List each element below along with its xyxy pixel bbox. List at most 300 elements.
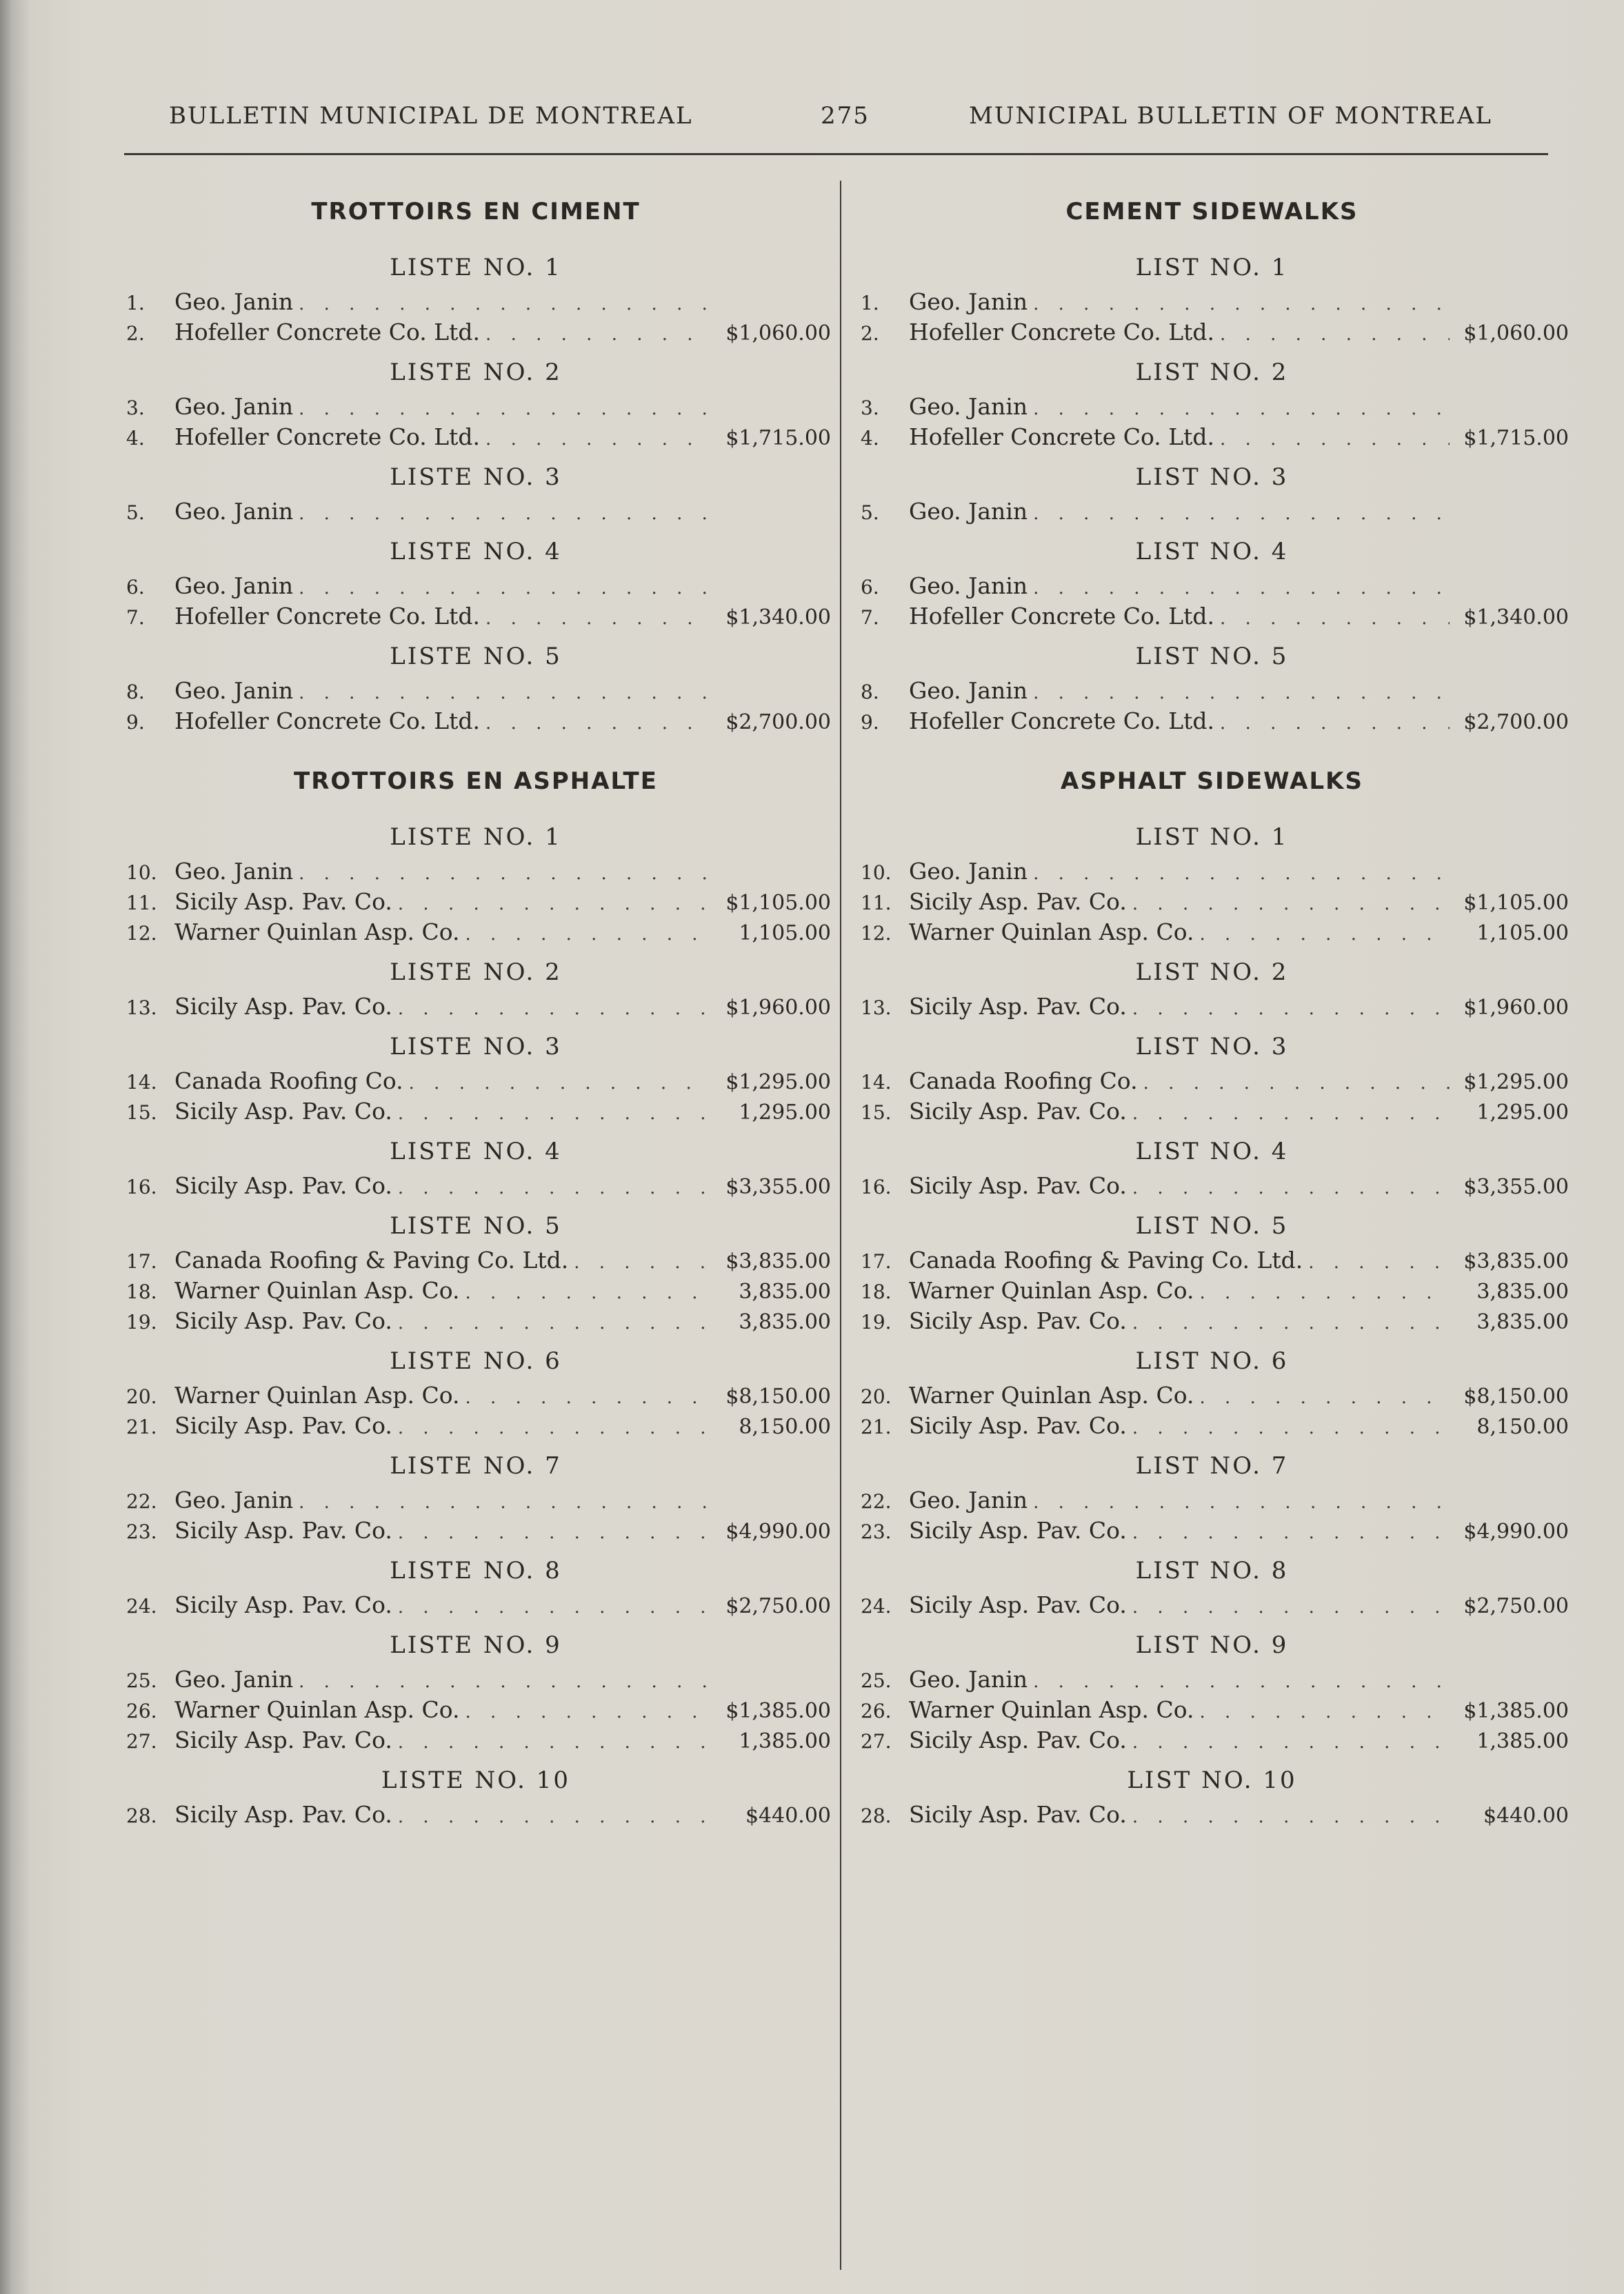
bidder-name: Geo. Janin bbox=[174, 858, 294, 885]
bidder-name: Sicily Asp. Pav. Co. bbox=[174, 1801, 392, 1828]
tender-row bbox=[121, 1485, 831, 1516]
leader-dots bbox=[1200, 1697, 1450, 1727]
leader-dots bbox=[485, 708, 712, 738]
list-title: LISTE NO. 4 bbox=[390, 1138, 562, 1165]
bid-amount: $1,340.00 bbox=[1463, 605, 1569, 630]
leader-dots bbox=[465, 1382, 712, 1413]
tender-row bbox=[855, 856, 1569, 887]
list-title: LISTE NO. 2 bbox=[390, 958, 562, 986]
leader-dots bbox=[1033, 678, 1450, 708]
tender-row bbox=[121, 887, 831, 917]
leader-dots bbox=[398, 1308, 712, 1338]
bidder-name: Warner Quinlan Asp. Co. bbox=[909, 1696, 1194, 1723]
bid-amount: 3,835.00 bbox=[739, 1310, 831, 1334]
list-title: LIST NO. 5 bbox=[1135, 643, 1289, 670]
tender-row bbox=[121, 1725, 831, 1755]
bidder-name: Sicily Asp. Pav. Co. bbox=[174, 888, 392, 915]
list-title: LIST NO. 7 bbox=[1135, 1452, 1289, 1480]
bidder-name: Geo. Janin bbox=[174, 288, 294, 315]
tender-row bbox=[855, 496, 1569, 527]
tender-row bbox=[121, 1245, 831, 1276]
entry-number: 21. bbox=[126, 1416, 157, 1438]
tender-row bbox=[121, 1096, 831, 1127]
list-title: LISTE NO. 3 bbox=[390, 1033, 562, 1060]
cement-lists bbox=[121, 243, 831, 736]
entry-number: 8. bbox=[861, 681, 879, 703]
entry-number: 26. bbox=[861, 1700, 892, 1722]
tender-row bbox=[121, 1171, 831, 1201]
tender-row bbox=[121, 287, 831, 317]
entry-number: 17. bbox=[126, 1250, 157, 1273]
entry-number: 18. bbox=[126, 1280, 157, 1303]
entry-number: 28. bbox=[126, 1804, 157, 1827]
bidder-name: Sicily Asp. Pav. Co. bbox=[174, 1727, 392, 1753]
entry-number: 12. bbox=[126, 922, 157, 945]
bid-amount: $3,355.00 bbox=[1463, 1175, 1569, 1199]
leader-dots bbox=[1143, 1068, 1450, 1098]
leader-dots bbox=[398, 994, 712, 1024]
entry-number: 4. bbox=[126, 427, 145, 450]
tender-row bbox=[121, 601, 831, 632]
entry-number: 11. bbox=[861, 892, 892, 914]
bidder-name: Geo. Janin bbox=[909, 858, 1028, 885]
bidder-name: Geo. Janin bbox=[174, 1487, 294, 1513]
entry-number: 15. bbox=[126, 1101, 157, 1124]
bid-amount: $1,340.00 bbox=[725, 605, 831, 630]
bid-amount: $8,150.00 bbox=[1463, 1385, 1569, 1409]
entry-number: 3. bbox=[861, 396, 879, 419]
bidder-name: Sicily Asp. Pav. Co. bbox=[174, 1412, 392, 1439]
entry-number: 14. bbox=[126, 1071, 157, 1094]
entry-number: 10. bbox=[861, 861, 892, 884]
french-column bbox=[121, 181, 831, 1830]
bidder-name: Hofeller Concrete Co. Ltd. bbox=[909, 319, 1215, 345]
bidder-name: Geo. Janin bbox=[174, 1666, 294, 1693]
leader-dots bbox=[398, 1173, 712, 1203]
entry-number: 16. bbox=[861, 1176, 892, 1198]
leader-dots bbox=[1200, 1382, 1450, 1413]
bidder-name: Hofeller Concrete Co. Ltd. bbox=[909, 423, 1215, 450]
bid-amount: 1,385.00 bbox=[1476, 1729, 1569, 1753]
entry-number: 28. bbox=[861, 1804, 892, 1827]
entry-number: 17. bbox=[861, 1250, 892, 1273]
tender-row bbox=[121, 1590, 831, 1620]
bid-amount: $1,715.00 bbox=[1463, 426, 1569, 450]
bidder-name: Geo. Janin bbox=[909, 288, 1028, 315]
entry-number: 12. bbox=[861, 922, 892, 945]
list-title: LISTE NO. 3 bbox=[390, 463, 562, 491]
tender-row bbox=[121, 1800, 831, 1830]
entry-number: 26. bbox=[126, 1700, 157, 1722]
leader-dots bbox=[485, 603, 712, 634]
leader-dots bbox=[299, 289, 712, 319]
bid-amount: $440.00 bbox=[1483, 1804, 1569, 1828]
tender-row bbox=[121, 1411, 831, 1441]
bid-amount: $2,750.00 bbox=[725, 1594, 831, 1618]
bid-amount: $1,960.00 bbox=[725, 996, 831, 1020]
entry-number: 14. bbox=[861, 1071, 892, 1094]
leader-dots bbox=[398, 1727, 712, 1758]
bid-amount: $3,835.00 bbox=[1463, 1249, 1569, 1274]
tender-row bbox=[121, 1306, 831, 1336]
leader-dots bbox=[409, 1068, 712, 1098]
entry-number: 22. bbox=[861, 1490, 892, 1513]
list-title: LISTE NO. 1 bbox=[390, 823, 562, 851]
leader-dots bbox=[1220, 603, 1450, 634]
bidder-name: Geo. Janin bbox=[909, 1666, 1028, 1693]
tender-row bbox=[121, 706, 831, 736]
tender-row bbox=[121, 1516, 831, 1546]
entry-number: 25. bbox=[126, 1669, 157, 1692]
bidder-name: Warner Quinlan Asp. Co. bbox=[174, 918, 460, 945]
leader-dots bbox=[1033, 289, 1450, 319]
entry-number: 5. bbox=[861, 501, 879, 524]
leader-dots bbox=[1132, 1802, 1450, 1832]
column-divider bbox=[840, 181, 841, 2270]
tender-row bbox=[855, 1245, 1569, 1276]
leader-dots bbox=[398, 1518, 712, 1548]
leader-dots bbox=[1033, 858, 1450, 889]
entry-number: 9. bbox=[126, 711, 145, 734]
asphalt-section-title: ASPHALT SIDEWALKS bbox=[1061, 767, 1363, 795]
bidder-name: Sicily Asp. Pav. Co. bbox=[909, 1591, 1127, 1618]
leader-dots bbox=[1220, 424, 1450, 454]
tender-row bbox=[855, 392, 1569, 422]
bid-amount: 1,385.00 bbox=[739, 1729, 831, 1753]
bid-amount: $440.00 bbox=[745, 1804, 831, 1828]
list-title: LISTE NO. 7 bbox=[390, 1452, 562, 1480]
bidder-name: Sicily Asp. Pav. Co. bbox=[174, 1307, 392, 1334]
leader-dots bbox=[398, 1592, 712, 1622]
list-title: LIST NO. 5 bbox=[1135, 1212, 1289, 1240]
list-title: LISTE NO. 2 bbox=[390, 359, 562, 386]
entry-number: 2. bbox=[126, 322, 145, 345]
bid-amount: $4,990.00 bbox=[1463, 1520, 1569, 1544]
leader-dots bbox=[485, 319, 712, 350]
tender-row bbox=[855, 1664, 1569, 1695]
list-title: LISTE NO. 10 bbox=[381, 1767, 571, 1794]
tender-row bbox=[121, 422, 831, 452]
leader-dots bbox=[398, 1413, 712, 1443]
leader-dots bbox=[299, 573, 712, 603]
entry-number: 2. bbox=[861, 322, 879, 345]
leader-dots bbox=[1200, 919, 1450, 949]
leader-dots bbox=[1033, 394, 1450, 424]
bidder-name: Hofeller Concrete Co. Ltd. bbox=[174, 603, 481, 630]
asphalt-lists bbox=[855, 812, 1569, 1830]
bidder-name: Sicily Asp. Pav. Co. bbox=[909, 1098, 1127, 1125]
leader-dots bbox=[1033, 1667, 1450, 1697]
tender-row bbox=[855, 1590, 1569, 1620]
bid-amount: $8,150.00 bbox=[725, 1385, 831, 1409]
tender-row bbox=[855, 706, 1569, 736]
bid-amount: $1,385.00 bbox=[725, 1699, 831, 1723]
entry-number: 23. bbox=[861, 1520, 892, 1543]
entry-number: 21. bbox=[861, 1416, 892, 1438]
tender-row bbox=[121, 856, 831, 887]
tender-row bbox=[121, 317, 831, 348]
leader-dots bbox=[398, 1098, 712, 1129]
tender-row bbox=[855, 422, 1569, 452]
bidder-name: Hofeller Concrete Co. Ltd. bbox=[909, 603, 1215, 630]
bidder-name: Sicily Asp. Pav. Co. bbox=[909, 1517, 1127, 1544]
leader-dots bbox=[1132, 1308, 1450, 1338]
leader-dots bbox=[299, 858, 712, 889]
bidder-name: Warner Quinlan Asp. Co. bbox=[174, 1696, 460, 1723]
bidder-name: Canada Roofing & Paving Co. Ltd. bbox=[174, 1247, 569, 1274]
bid-amount: $1,960.00 bbox=[1463, 996, 1569, 1020]
bid-amount: $1,385.00 bbox=[1463, 1699, 1569, 1723]
bidder-name: Warner Quinlan Asp. Co. bbox=[174, 1382, 460, 1409]
tender-row bbox=[121, 992, 831, 1022]
entry-number: 1. bbox=[861, 292, 879, 314]
header-rule bbox=[124, 153, 1548, 155]
list-title: LISTE NO. 9 bbox=[390, 1631, 562, 1659]
entry-number: 9. bbox=[861, 711, 879, 734]
leader-dots bbox=[465, 1278, 712, 1308]
tender-row bbox=[855, 1725, 1569, 1755]
tender-row bbox=[855, 1306, 1569, 1336]
bid-amount: $2,700.00 bbox=[1463, 710, 1569, 734]
bidder-name: Sicily Asp. Pav. Co. bbox=[909, 993, 1127, 1020]
entry-number: 23. bbox=[126, 1520, 157, 1543]
list-title: LISTE NO. 6 bbox=[390, 1347, 562, 1375]
leader-dots bbox=[1200, 1278, 1450, 1308]
leader-dots bbox=[1308, 1247, 1450, 1278]
entry-number: 8. bbox=[126, 681, 145, 703]
tender-row bbox=[855, 317, 1569, 348]
tender-row bbox=[855, 287, 1569, 317]
tender-row bbox=[121, 676, 831, 706]
bid-amount: 3,835.00 bbox=[1476, 1280, 1569, 1304]
leader-dots bbox=[299, 394, 712, 424]
entry-number: 10. bbox=[126, 861, 157, 884]
tender-row bbox=[855, 992, 1569, 1022]
entry-number: 22. bbox=[126, 1490, 157, 1513]
bid-amount: $1,715.00 bbox=[725, 426, 831, 450]
bid-amount: $1,295.00 bbox=[725, 1070, 831, 1094]
tender-row bbox=[855, 1171, 1569, 1201]
bidder-name: Geo. Janin bbox=[174, 677, 294, 704]
tender-row bbox=[855, 601, 1569, 632]
list-title: LISTE NO. 4 bbox=[390, 538, 562, 565]
entry-number: 25. bbox=[861, 1669, 892, 1692]
leader-dots bbox=[1132, 1592, 1450, 1622]
bidder-name: Warner Quinlan Asp. Co. bbox=[909, 918, 1194, 945]
list-title: LIST NO. 4 bbox=[1135, 1138, 1289, 1165]
bidder-name: Warner Quinlan Asp. Co. bbox=[174, 1277, 460, 1304]
tender-row bbox=[121, 1066, 831, 1096]
bid-amount: $4,990.00 bbox=[725, 1520, 831, 1544]
tender-row bbox=[855, 1411, 1569, 1441]
bid-amount: $1,105.00 bbox=[1463, 891, 1569, 915]
entry-number: 20. bbox=[861, 1385, 892, 1408]
cement-section-title: CEMENT SIDEWALKS bbox=[1065, 198, 1359, 225]
entry-number: 5. bbox=[126, 501, 145, 524]
bidder-name: Canada Roofing Co. bbox=[174, 1067, 403, 1094]
bidder-name: Hofeller Concrete Co. Ltd. bbox=[174, 423, 481, 450]
bidder-name: Geo. Janin bbox=[909, 393, 1028, 420]
list-title: LIST NO. 1 bbox=[1135, 823, 1289, 851]
bid-amount: 3,835.00 bbox=[739, 1280, 831, 1304]
list-title: LIST NO. 3 bbox=[1135, 463, 1289, 491]
leader-dots bbox=[574, 1247, 712, 1278]
entry-number: 20. bbox=[126, 1385, 157, 1408]
tender-row bbox=[855, 1066, 1569, 1096]
entry-number: 27. bbox=[861, 1730, 892, 1753]
bid-amount: $1,060.00 bbox=[1463, 321, 1569, 345]
bidder-name: Geo. Janin bbox=[909, 677, 1028, 704]
leader-dots bbox=[1132, 994, 1450, 1024]
bidder-name: Hofeller Concrete Co. Ltd. bbox=[909, 707, 1215, 734]
bidder-name: Sicily Asp. Pav. Co. bbox=[174, 993, 392, 1020]
leader-dots bbox=[1132, 1413, 1450, 1443]
cement-lists bbox=[855, 243, 1569, 736]
leader-dots bbox=[398, 889, 712, 919]
bid-amount: $2,700.00 bbox=[725, 710, 831, 734]
entry-number: 4. bbox=[861, 427, 879, 450]
tender-row bbox=[855, 1800, 1569, 1830]
bidder-name: Sicily Asp. Pav. Co. bbox=[909, 1307, 1127, 1334]
leader-dots bbox=[1033, 499, 1450, 529]
bid-amount: 1,105.00 bbox=[739, 921, 831, 945]
leader-dots bbox=[1132, 1727, 1450, 1758]
leader-dots bbox=[1033, 573, 1450, 603]
leader-dots bbox=[1132, 1173, 1450, 1203]
list-title: LIST NO. 3 bbox=[1135, 1033, 1289, 1060]
tender-row bbox=[855, 676, 1569, 706]
bid-amount: $1,295.00 bbox=[1463, 1070, 1569, 1094]
bidder-name: Sicily Asp. Pav. Co. bbox=[909, 1727, 1127, 1753]
bidder-name: Sicily Asp. Pav. Co. bbox=[174, 1098, 392, 1125]
list-title: LIST NO. 2 bbox=[1135, 359, 1289, 386]
list-title: LISTE NO. 1 bbox=[390, 254, 562, 281]
bidder-name: Geo. Janin bbox=[174, 393, 294, 420]
tender-row bbox=[855, 571, 1569, 601]
tender-row bbox=[855, 1516, 1569, 1546]
bidder-name: Warner Quinlan Asp. Co. bbox=[909, 1277, 1194, 1304]
leader-dots bbox=[299, 678, 712, 708]
bid-amount: $3,355.00 bbox=[725, 1175, 831, 1199]
leader-dots bbox=[1132, 889, 1450, 919]
bid-amount: $1,060.00 bbox=[725, 321, 831, 345]
list-title: LIST NO. 2 bbox=[1135, 958, 1289, 986]
bid-amount: 8,150.00 bbox=[739, 1415, 831, 1439]
leader-dots bbox=[485, 424, 712, 454]
list-title: LISTE NO. 5 bbox=[390, 1212, 562, 1240]
bidder-name: Hofeller Concrete Co. Ltd. bbox=[174, 319, 481, 345]
bid-amount: 8,150.00 bbox=[1476, 1415, 1569, 1439]
bidder-name: Geo. Janin bbox=[174, 498, 294, 525]
list-title: LIST NO. 4 bbox=[1135, 538, 1289, 565]
bid-amount: 1,295.00 bbox=[1476, 1100, 1569, 1125]
entry-number: 19. bbox=[861, 1311, 892, 1334]
asphalt-lists bbox=[121, 812, 831, 1830]
entry-number: 24. bbox=[126, 1595, 157, 1618]
tender-row bbox=[121, 571, 831, 601]
leader-dots bbox=[299, 499, 712, 529]
bidder-name: Geo. Janin bbox=[909, 572, 1028, 599]
bid-amount: $2,750.00 bbox=[1463, 1594, 1569, 1618]
entry-number: 16. bbox=[126, 1176, 157, 1198]
tender-row bbox=[855, 1695, 1569, 1725]
bidder-name: Sicily Asp. Pav. Co. bbox=[909, 888, 1127, 915]
tender-row bbox=[121, 917, 831, 947]
leader-dots bbox=[1220, 708, 1450, 738]
bidder-name: Canada Roofing Co. bbox=[909, 1067, 1138, 1094]
tender-row bbox=[121, 1695, 831, 1725]
bidder-name: Hofeller Concrete Co. Ltd. bbox=[174, 707, 481, 734]
entry-number: 13. bbox=[861, 996, 892, 1019]
list-title: LIST NO. 10 bbox=[1127, 1767, 1297, 1794]
tender-row bbox=[121, 1276, 831, 1306]
leader-dots bbox=[465, 1697, 712, 1727]
bidder-name: Geo. Janin bbox=[174, 572, 294, 599]
entry-number: 27. bbox=[126, 1730, 157, 1753]
tender-row bbox=[855, 1485, 1569, 1516]
bidder-name: Sicily Asp. Pav. Co. bbox=[909, 1801, 1127, 1828]
english-column bbox=[855, 181, 1569, 1830]
bidder-name: Sicily Asp. Pav. Co. bbox=[174, 1591, 392, 1618]
bidder-name: Sicily Asp. Pav. Co. bbox=[174, 1172, 392, 1199]
list-title: LIST NO. 9 bbox=[1135, 1631, 1289, 1659]
entry-number: 18. bbox=[861, 1280, 892, 1303]
tender-row bbox=[855, 887, 1569, 917]
entry-number: 1. bbox=[126, 292, 145, 314]
bidder-name: Sicily Asp. Pav. Co. bbox=[909, 1172, 1127, 1199]
list-title: LIST NO. 8 bbox=[1135, 1557, 1289, 1584]
bidder-name: Sicily Asp. Pav. Co. bbox=[174, 1517, 392, 1544]
bidder-name: Sicily Asp. Pav. Co. bbox=[909, 1412, 1127, 1439]
entry-number: 15. bbox=[861, 1101, 892, 1124]
entry-number: 19. bbox=[126, 1311, 157, 1334]
tender-row bbox=[121, 1664, 831, 1695]
list-title: LISTE NO. 5 bbox=[390, 643, 562, 670]
list-title: LISTE NO. 8 bbox=[390, 1557, 562, 1584]
bidder-name: Geo. Janin bbox=[909, 498, 1028, 525]
tender-row bbox=[121, 1380, 831, 1411]
header-french-title: BULLETIN MUNICIPAL DE MONTREAL bbox=[169, 102, 693, 130]
entry-number: 3. bbox=[126, 396, 145, 419]
header-english-title: MUNICIPAL BULLETIN OF MONTREAL bbox=[969, 102, 1493, 130]
leader-dots bbox=[465, 919, 712, 949]
bid-amount: $3,835.00 bbox=[725, 1249, 831, 1274]
bid-amount: 1,105.00 bbox=[1476, 921, 1569, 945]
bid-amount: 1,295.00 bbox=[739, 1100, 831, 1125]
entry-number: 24. bbox=[861, 1595, 892, 1618]
bidder-name: Geo. Janin bbox=[909, 1487, 1028, 1513]
leader-dots bbox=[1132, 1518, 1450, 1548]
leader-dots bbox=[1033, 1487, 1450, 1518]
asphalt-section-title: TROTTOIRS EN ASPHALTE bbox=[294, 767, 658, 795]
tender-row bbox=[855, 917, 1569, 947]
entry-number: 13. bbox=[126, 996, 157, 1019]
bidder-name: Canada Roofing & Paving Co. Ltd. bbox=[909, 1247, 1303, 1274]
bid-amount: $1,105.00 bbox=[725, 891, 831, 915]
tender-row bbox=[855, 1276, 1569, 1306]
list-title: LIST NO. 6 bbox=[1135, 1347, 1289, 1375]
list-title: LIST NO. 1 bbox=[1135, 254, 1289, 281]
bid-amount: 3,835.00 bbox=[1476, 1310, 1569, 1334]
page-number: 275 bbox=[821, 102, 870, 130]
entry-number: 6. bbox=[861, 576, 879, 598]
bidder-name: Warner Quinlan Asp. Co. bbox=[909, 1382, 1194, 1409]
tender-row bbox=[121, 496, 831, 527]
leader-dots bbox=[398, 1802, 712, 1832]
tender-row bbox=[855, 1380, 1569, 1411]
page-header bbox=[124, 102, 1545, 143]
leader-dots bbox=[299, 1487, 712, 1518]
